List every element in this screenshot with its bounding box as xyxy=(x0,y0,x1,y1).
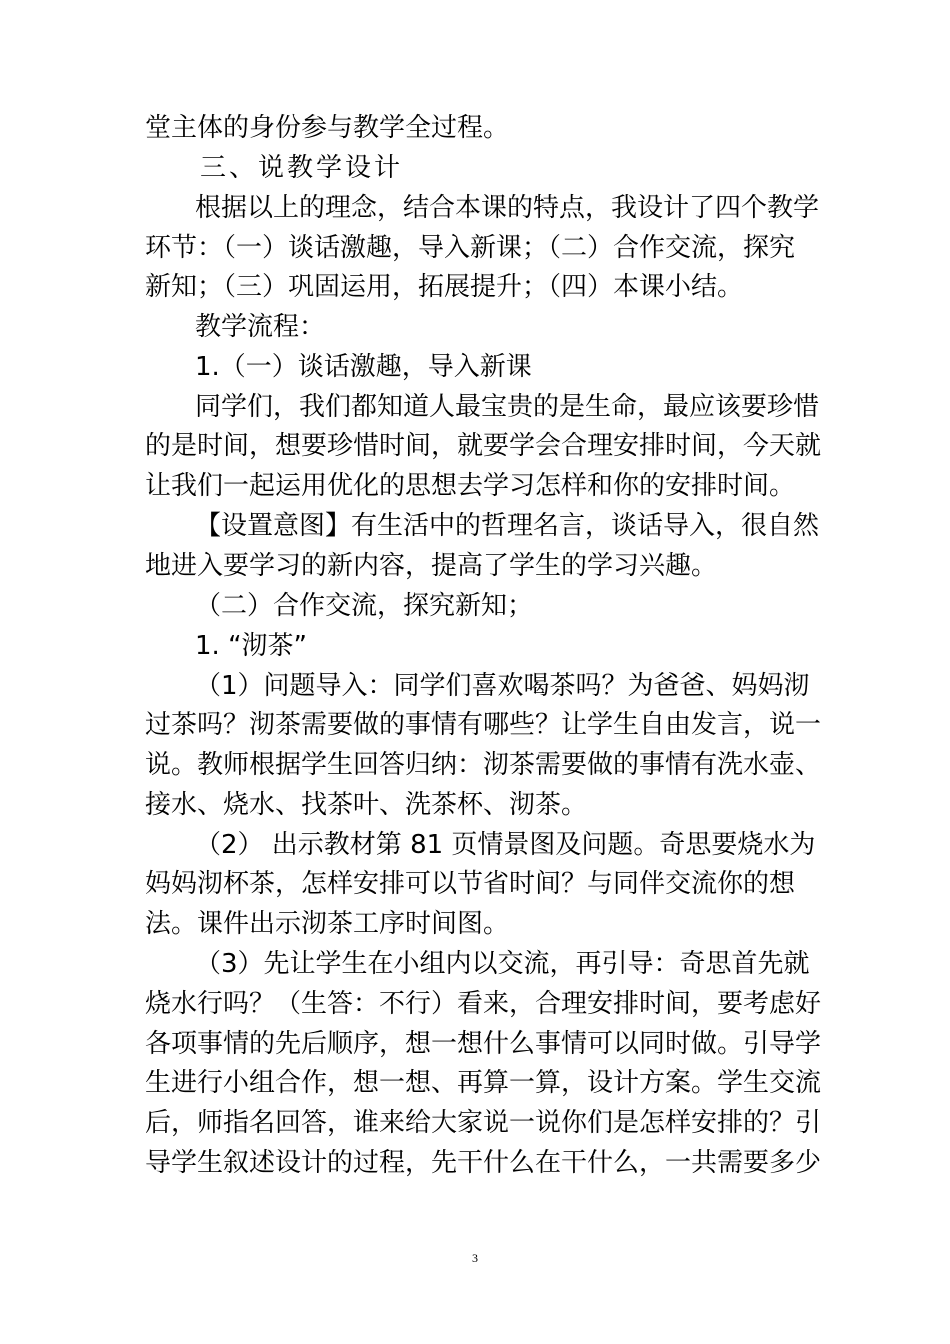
paragraph-line: 1. “沏茶” xyxy=(195,631,308,661)
text-line: 的是时间，想要珍惜时间，就要学会合理安排时间，今天就 xyxy=(145,431,822,461)
page-number: 3 xyxy=(472,1251,478,1265)
paragraph-line: （二）合作交流，探究新知； xyxy=(195,591,534,621)
text-line: 说。教师根据学生回答归纳：沏茶需要做的事情有洗水壶、 xyxy=(145,750,822,780)
paragraph-line: （1）问题导入：同学们喜欢喝茶吗？为爸爸、妈妈沏 xyxy=(195,671,810,701)
text-line: 各项事情的先后顺序，想一想什么事情可以同时做。引导学 xyxy=(145,1029,822,1059)
paragraph-line: （3）先让学生在小组内以交流，再引导：奇思首先就 xyxy=(195,949,810,979)
text-line: 导学生叙述设计的过程，先干什么在干什么，一共需要多少 xyxy=(145,1148,822,1178)
text-line: 让我们一起运用优化的思想去学习怎样和你的安排时间。 xyxy=(145,471,796,501)
text-line: 堂主体的身份参与教学全过程。 xyxy=(145,113,510,143)
paragraph-line: 1.（一）谈话激趣，导入新课 xyxy=(195,352,532,382)
paragraph-line: 【设置意图】有生活中的哲理名言，谈话导入，很自然 xyxy=(195,511,820,541)
text-line: 地进入要学习的新内容，提高了学生的学习兴趣。 xyxy=(145,551,718,581)
text-line: 新知；（三）巩固运用，拓展提升；（四）本课小结。 xyxy=(145,272,744,302)
text-line: 接水、烧水、找茶叶、洗茶杯、沏茶。 xyxy=(145,790,588,820)
text-line: 环节：（一）谈话激趣，导入新课；（二）合作交流，探究 xyxy=(145,233,796,263)
text-line: 过茶吗？沏茶需要做的事情有哪些？让学生自由发言，说一 xyxy=(145,710,822,740)
section-heading: 三、说教学设计 xyxy=(200,153,404,183)
text-line: 妈妈沏杯茶，怎样安排可以节省时间？与同伴交流你的想 xyxy=(145,869,796,899)
paragraph-line: （2） 出示教材第 81 页情景图及问题。奇思要烧水为 xyxy=(195,830,816,860)
text-line: 生进行小组合作，想一想、再算一算，设计方案。学生交流 xyxy=(145,1068,822,1098)
paragraph-line: 根据以上的理念，结合本课的特点，我设计了四个教学 xyxy=(195,193,820,223)
paragraph-line: 同学们，我们都知道人最宝贵的是生命，最应该要珍惜 xyxy=(195,392,820,422)
text-line: 后，师指名回答，谁来给大家说一说你们是怎样安排的？引 xyxy=(145,1108,822,1138)
text-line: 烧水行吗？（生答：不行）看来，合理安排时间，要考虑好 xyxy=(145,989,822,1019)
text-line: 法。课件出示沏茶工序时间图。 xyxy=(145,909,510,939)
paragraph-line: 教学流程： xyxy=(195,312,326,342)
